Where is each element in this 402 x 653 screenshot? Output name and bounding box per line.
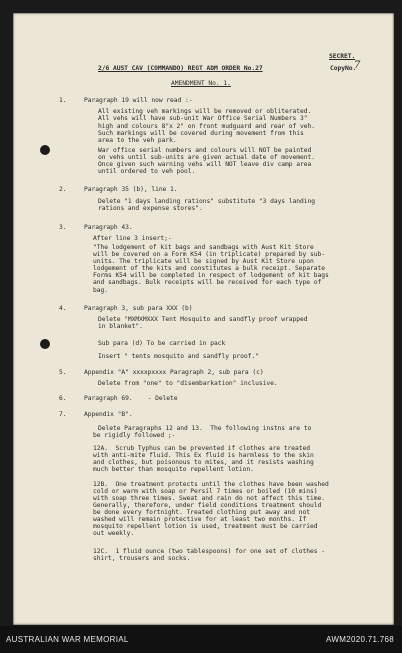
footer-right: AWM2020.71.768 xyxy=(326,635,394,644)
document-page xyxy=(13,13,394,625)
item-text-line: washed will remain protective for at least two months. If xyxy=(93,516,307,523)
item-number: 5. xyxy=(59,369,67,376)
item-text-line: be rigidly followed ;- xyxy=(93,432,176,439)
item-number: 6. xyxy=(59,395,67,402)
order-title: 2/6 AUST CAV (COMMANDO) REGT ADM ORDER No.27 xyxy=(98,65,263,72)
item-text-line: 12A. Scrub Typhus can be prevented if clothes are treated xyxy=(93,445,310,452)
item-text-line: Forms K54 will be completed in respect of lodgement of kit bags xyxy=(93,272,329,279)
item-text-line: bag. xyxy=(93,287,108,294)
item-text-line: Paragraph 3, sub para XXX (b) xyxy=(84,305,193,312)
item-text-line: Delete "MXMXMXXX Tent Mosquito and sandfly proof wrapped xyxy=(98,316,308,323)
item-text-line: area to the veh park. xyxy=(98,137,177,144)
archive-footer xyxy=(0,626,402,653)
item-text-line: with soap three times. Sweat and rain do not affect this time. xyxy=(93,495,325,502)
item-text-line: mosquito repellent lotion is used, treatment must be carried xyxy=(93,523,318,530)
item-text-line: cold or warm with soap or Persil 7 times or boiled (10 mins) xyxy=(93,488,318,495)
item-text-line: Delete Paragraphs 12 and 13. The following instns are to xyxy=(98,425,312,432)
item-text-line: be done every fortnight. Treated clothing put away and not xyxy=(93,509,310,516)
item-text-line: Once given such warning vehs will NOT leave div camp area xyxy=(98,161,312,168)
item-text-line: Paragraph 69. - Delete xyxy=(84,395,178,402)
punch-hole xyxy=(40,145,50,155)
item-text-line: Paragraph 19 will now read :- xyxy=(84,97,193,104)
punch-hole xyxy=(40,339,50,349)
item-text-line: units. The triplicate will be signed by Aust Kit Store upon xyxy=(93,258,314,265)
item-text-line: Insert " tents mosquito and sandfly proof." xyxy=(98,353,259,360)
item-text-line: 12C. 1 fluid ounce (two tablespoons) for one set of clothes - xyxy=(93,548,325,555)
item-text-line: Sub para (d) To be carried in pack xyxy=(98,340,226,347)
item-number: 3. xyxy=(59,224,67,231)
item-text-line: 12B. One treatment protects until the clothes have been washed xyxy=(93,481,329,488)
item-text-line: in blanket". xyxy=(98,323,143,330)
item-text-line: Paragraph 35 (b), line 1. xyxy=(84,186,178,193)
item-text-line: until ordered to veh pool. xyxy=(98,168,196,175)
item-text-line: will be covered on a Form K54 (in triplicate) prepared by sub- xyxy=(93,251,325,258)
item-text-line: with anti-mite fluid. This Ex fluid is harmless to the skin xyxy=(93,452,314,459)
item-text-line: Delete "1 days landing rations" substitute "3 days landing xyxy=(98,198,315,205)
item-number: 4. xyxy=(59,305,67,312)
item-text-line: Paragraph 43. xyxy=(84,224,133,231)
item-number: 2. xyxy=(59,186,67,193)
item-text-line: All existing veh markings will be removed or obliterated. xyxy=(98,108,312,115)
item-number: 7. xyxy=(59,411,67,418)
item-text-line: and clothes, but poisonous to mites, and it resists washing xyxy=(93,459,314,466)
item-number: 1. xyxy=(59,97,67,104)
item-text-line: high and colours 8"x 2" on front mudguard and rear of veh. xyxy=(98,123,315,130)
item-text-line: Appendix "B". xyxy=(84,411,133,418)
item-text-line: Such markings will be covered during movement from this xyxy=(98,130,304,137)
item-text-line: Delete from "one" to "disembarkation" inclusive. xyxy=(98,380,278,387)
item-text-line: Appendix "A" xxxxpxxxx Paragraph 2, sub para (c) xyxy=(84,369,264,376)
item-text-line: out weekly. xyxy=(93,530,135,537)
item-text-line: rations and expense stores". xyxy=(98,205,203,212)
item-text-line: Generally, therefore, under field conditions treatment should xyxy=(93,502,322,509)
item-text-line: "The lodgement of kit bags and sandbags with Aust Kit Store xyxy=(93,244,314,251)
item-text-line: shirt, trousers and socks. xyxy=(93,555,191,562)
item-text-line: lodgement of the kits and constitutes a bulk receipt. Separate xyxy=(93,265,325,272)
item-text-line: War office serial numbers and colours will NOT be painted xyxy=(98,147,312,154)
item-text-line: All vehs will have sub-unit War Office Serial Numbers 3" xyxy=(98,115,308,122)
copy-no-handwritten: 7 xyxy=(354,60,361,71)
item-text-line: much better than mosquito repellent lotion. xyxy=(93,466,254,473)
amendment-heading: AMENDMENT No. 1. xyxy=(171,80,231,87)
item-text-line: After line 3 insert;- xyxy=(93,235,172,242)
item-text-line: and sandbags. Bulk receipts will be received for each type of xyxy=(93,279,322,286)
item-text-line: on vehs until sub-units are given actual date of movement. xyxy=(98,154,315,161)
copy-no-label: CopyNo. xyxy=(330,65,357,72)
footer-left: AUSTRALIAN WAR MEMORIAL xyxy=(6,635,129,644)
secret-label: SECRET. xyxy=(329,53,356,60)
